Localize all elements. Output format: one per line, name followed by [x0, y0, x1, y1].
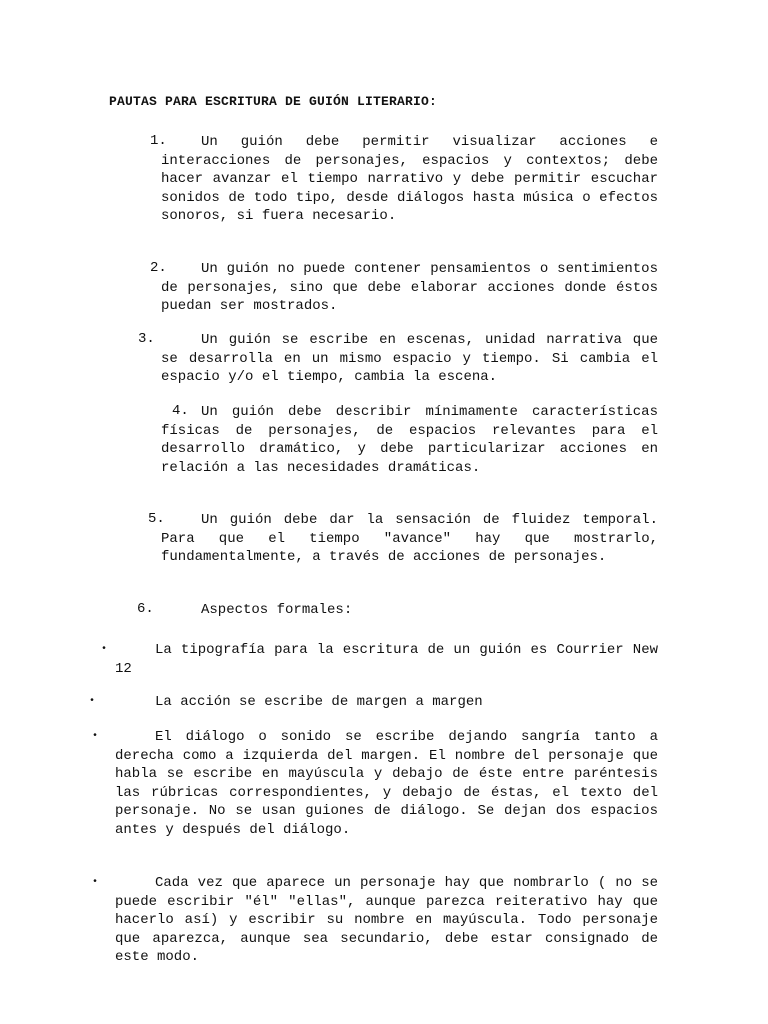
bullet-icon: •	[89, 696, 96, 707]
bullet-icon: •	[92, 731, 99, 742]
document-title: PAUTAS PARA ESCRITURA DE GUIÓN LITERARIO:	[109, 94, 438, 109]
item-text-content: Un guión debe permitir visualizar acciones e interacciones de personajes, espacios y contextos; debe hacer avanzar el tiempo narrativo y debe permitir escuchar sonidos de todo tipo, desde diálogos hasta música o efectos sonoros, si fuera necesario.	[161, 134, 658, 225]
item-text-content: Un guión se escribe en escenas, unidad narrativa que se desarrolla en un mismo espacio y tiempo. Si cambia el espacio y/o el tiempo, cambia la escena.	[161, 332, 658, 386]
bullet-text	[115, 641, 658, 678]
bullet-text-content: La acción se escribe de margen a margen	[155, 694, 483, 710]
item-text	[161, 331, 658, 387]
bullet-text-content: La tipografía para la escritura de un guión es Courrier New 12	[115, 642, 658, 677]
item-text	[161, 511, 658, 567]
item-text-content: Aspectos formales:	[201, 602, 353, 618]
item-text	[201, 601, 658, 620]
item-number: 2.	[150, 260, 167, 276]
item-text	[161, 260, 658, 316]
item-text-content: Un guión debe describir mínimamente características físicas de personajes, de espacios relevantes para el desarrollo dramático, y debe particularizar acciones en relación a las necesidades dramáticas.	[161, 404, 658, 476]
item-number: 3.	[138, 331, 155, 347]
item-number: 6.	[137, 601, 154, 617]
bullet-text	[155, 693, 658, 712]
bullet-icon: •	[92, 877, 99, 888]
item-text-content: Un guión no puede contener pensamientos o sentimientos de personajes, sino que debe elaborar acciones donde éstos puedan ser mostrados.	[161, 261, 658, 315]
item-number: 5.	[148, 511, 165, 527]
bullet-icon: •	[101, 644, 108, 655]
item-number: 4.	[172, 403, 189, 419]
bullet-text-content: Cada vez que aparece un personaje hay que nombrarlo ( no se puede escribir "él" "ellas", aunque parezca reiterativo hay que hacerlo así) y escribir su nombre en mayúscula. Todo personaje que aparezca, aunque sea secundario, debe estar consignado de este modo.	[115, 875, 658, 966]
item-text-content: Un guión debe dar la sensación de fluidez temporal. Para que el tiempo "avance" hay que mostrarlo, fundamentalmente, a través de acciones de personajes.	[161, 512, 658, 566]
bullet-text	[115, 728, 658, 840]
item-text	[161, 403, 658, 477]
bullet-text	[115, 874, 658, 967]
item-text	[161, 133, 658, 226]
bullet-text-content: El diálogo o sonido se escribe dejando sangría tanto a derecha como a izquierda del margen. El nombre del personaje que habla se escribe en mayúscula y debajo de éste entre paréntesis las rúbricas correspondientes, y debajo de éstas, el texto del personaje. No se usan guiones de diálogo. Se dejan dos espacios antes y después del diálogo.	[115, 729, 658, 838]
item-number: 1.	[150, 133, 167, 149]
